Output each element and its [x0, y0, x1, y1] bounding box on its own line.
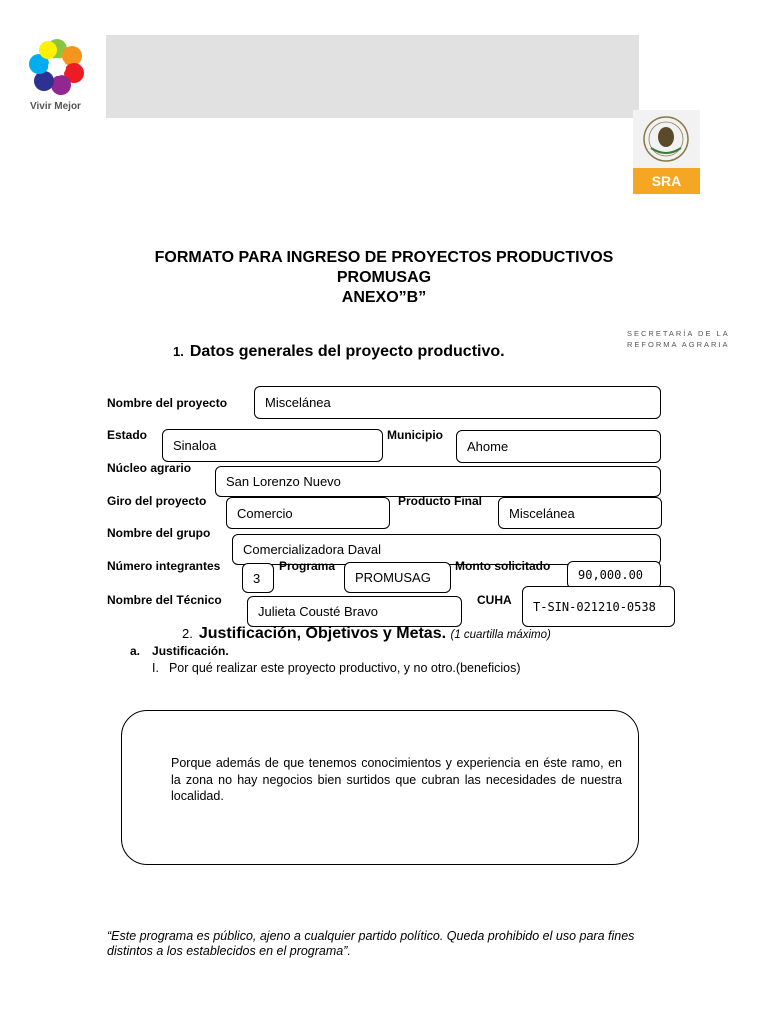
section2-number: 2.: [182, 626, 193, 641]
subsection-i-text: Por qué realizar este proyecto productivo, y no otro.(beneficios): [168, 661, 521, 675]
subsection-a: [130, 644, 229, 658]
monto-solicitado-field[interactable]: 90,000.00: [567, 561, 661, 589]
municipio-field[interactable]: Ahome: [456, 430, 661, 463]
nombre-proyecto-label: Nombre del proyecto: [107, 396, 228, 410]
subsection-i-numeral: I.: [152, 661, 159, 675]
nombre-proyecto-field[interactable]: Miscelánea: [254, 386, 661, 419]
sra-badge: SRA: [633, 168, 700, 194]
programa-label: Programa: [279, 559, 336, 573]
nombre-grupo-label: Nombre del grupo: [107, 526, 211, 540]
form-title-line2: PROMUSAG: [336, 269, 432, 286]
nucleo-agrario-field[interactable]: San Lorenzo Nuevo: [215, 466, 661, 497]
footer-disclaimer: “Este programa es público, ajeno a cualquier partido político. Queda prohibido el uso para fines distintos a los establecidos en el programa”.: [107, 929, 635, 958]
subsection-a-letter: a.: [130, 644, 141, 658]
section1-heading: [173, 343, 505, 361]
nombre-tecnico-field[interactable]: Julieta Cousté Bravo: [247, 596, 462, 627]
section2-title: Justificación, Objetivos y Metas: [198, 625, 442, 642]
municipio-label: Municipio: [387, 428, 443, 442]
header-banner: [106, 35, 639, 118]
mexico-seal-icon: [633, 110, 700, 168]
logo-text: Vivir Mejor: [30, 101, 81, 112]
producto-final-field[interactable]: Miscelánea: [498, 497, 662, 529]
subsection-a-title: Justificación.: [152, 644, 229, 658]
numero-integrantes-field[interactable]: 3: [242, 563, 274, 593]
monto-solicitado-label: Monto solicitado: [455, 559, 551, 573]
nombre-grupo-field[interactable]: Comercializadora Daval: [232, 534, 661, 565]
section1-number: 1.: [173, 344, 184, 359]
section2-heading: 2. Justificación, Objetivos y Metas. (1 cuartilla máximo): [182, 625, 551, 642]
agency-name-line2: REFORMA AGRARIA: [627, 340, 730, 349]
subsection-i: [152, 661, 521, 675]
form-title-line1: FORMATO PARA INGRESO DE PROYECTOS PRODUCTIVOS: [154, 249, 614, 266]
justification-text: Porque además de que tenemos conocimientos y experiencia en éste ramo, en la zona no hay negocios bien surtidos que cubran las necesidades de nuestra localidad.: [171, 756, 622, 803]
cuha-label: CUHA: [477, 593, 512, 607]
giro-proyecto-label: Giro del proyecto: [107, 494, 207, 508]
nucleo-agrario-label: Núcleo agrario: [107, 461, 192, 475]
producto-final-label: Producto Final: [398, 494, 482, 508]
estado-field[interactable]: Sinaloa: [162, 429, 383, 462]
section1-title: Datos generales del proyecto productivo.: [189, 343, 505, 360]
nombre-tecnico-label: Nombre del Técnico: [107, 593, 222, 607]
numero-integrantes-label: Número integrantes: [107, 559, 221, 573]
section2-note: (1 cuartilla máximo): [450, 629, 551, 641]
form-title-line3: ANEXO”B”: [341, 289, 427, 306]
cuha-field[interactable]: T-SIN-021210-0538: [522, 586, 675, 627]
vivir-mejor-flower-logo: [28, 38, 86, 96]
giro-proyecto-field[interactable]: Comercio: [226, 497, 390, 529]
programa-field[interactable]: PROMUSAG: [344, 562, 451, 593]
estado-label: Estado: [107, 428, 148, 442]
agency-name: [627, 328, 730, 350]
agency-name-line1: SECRETARÍA DE LA: [627, 329, 730, 338]
